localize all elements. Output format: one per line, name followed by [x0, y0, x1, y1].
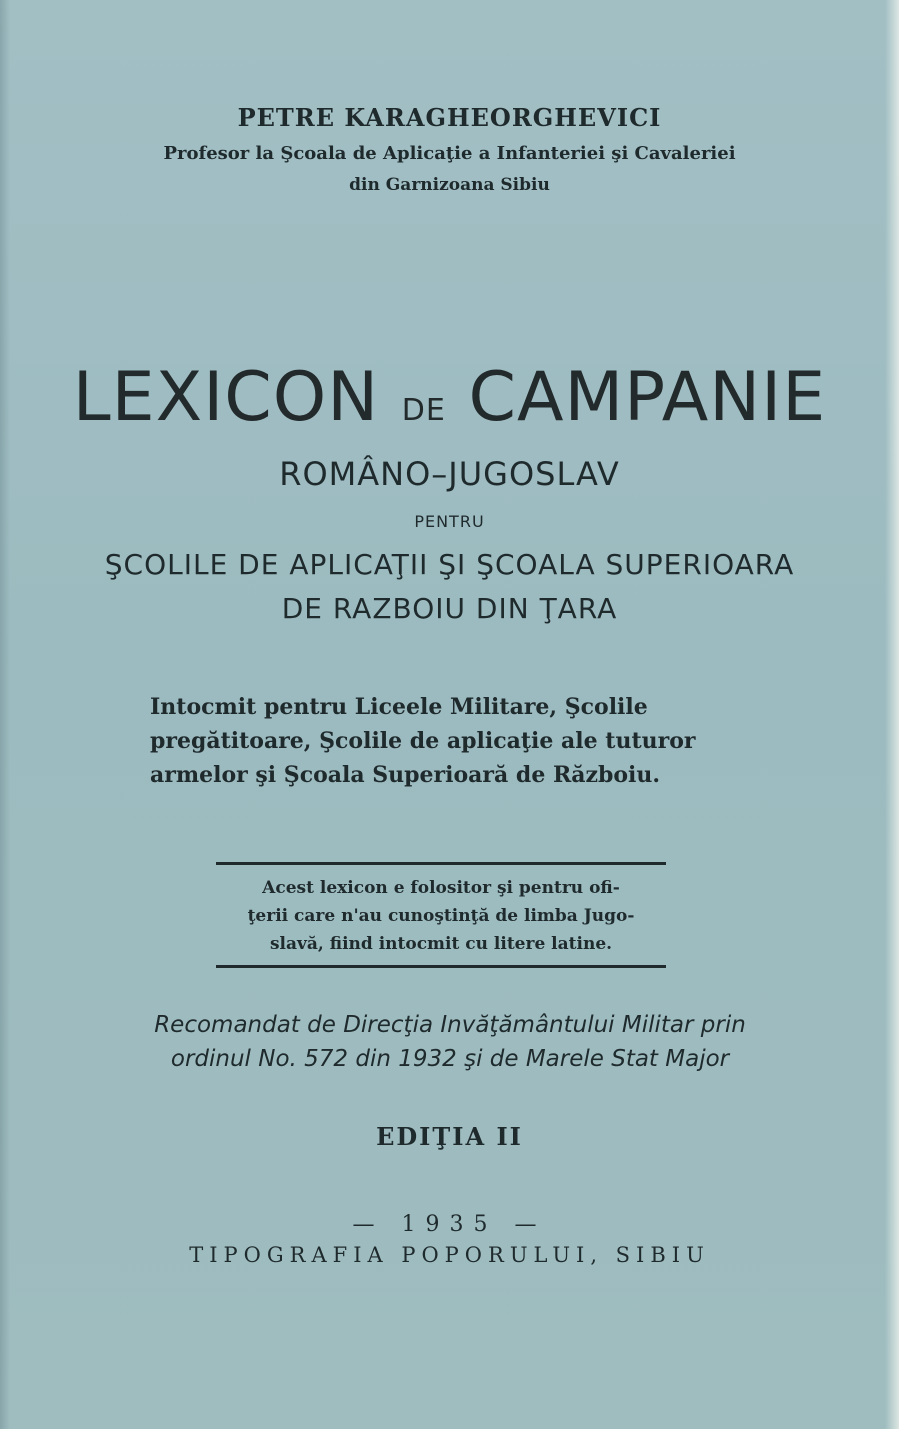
pentru-label: PENTRU — [414, 512, 485, 531]
title-connector: DE — [401, 393, 446, 428]
note-line: slavă, fiind intocmit cu litere latine. — [269, 934, 613, 954]
note-line: Acest lexicon e folositor şi pentru ofi- — [262, 878, 620, 898]
note-box — [228, 874, 654, 958]
book-title — [0, 358, 899, 437]
printer-name: TIPOGRAFIA POPORULUI, SIBIU — [189, 1243, 710, 1267]
author-name: PETRE KARAGHEORGHEVICI — [237, 103, 662, 132]
recommendation-line: Recomandat de Direcţia Invăţământului Militar prin — [154, 1012, 746, 1038]
intocmit-line: pregătitoare, Şcolile de aplicaţie ale tuturor — [150, 728, 696, 754]
book-subtitle: ROMÂNO–JUGOSLAV — [279, 455, 620, 493]
schools-line-2: DE RAZBOIU DIN ŢARA — [281, 592, 618, 625]
intocmit-line: Intocmit pentru Liceele Militare, Şcolile — [150, 694, 648, 720]
title-word-lexicon: LEXICON — [72, 358, 380, 437]
author-role: Profesor la Şcoala de Aplicaţie a Infanteriei şi Cavaleriei — [163, 143, 736, 164]
recommendation-paragraph — [115, 1008, 785, 1076]
publication-year: — 1935 — — [352, 1212, 547, 1237]
recommendation-line: ordinul No. 572 din 1932 şi de Marele Stat Major — [170, 1046, 730, 1072]
note-top-rule — [216, 862, 666, 865]
note-line: ţerii care n'au cunoştinţă de limba Jugo- — [247, 906, 635, 926]
intocmit-paragraph — [150, 690, 750, 792]
title-word-campanie: CAMPANIE — [468, 358, 827, 437]
author-place: din Garnizoana Sibiu — [349, 175, 550, 195]
intocmit-line: armelor şi Şcoala Superioară de Războiu. — [150, 762, 661, 788]
edition-label: EDIŢIA II — [376, 1122, 523, 1151]
schools-line-1: ŞCOLILE DE APLICAŢII ŞI ŞCOALA SUPERIOARA — [104, 548, 795, 581]
note-bottom-rule — [216, 965, 666, 968]
